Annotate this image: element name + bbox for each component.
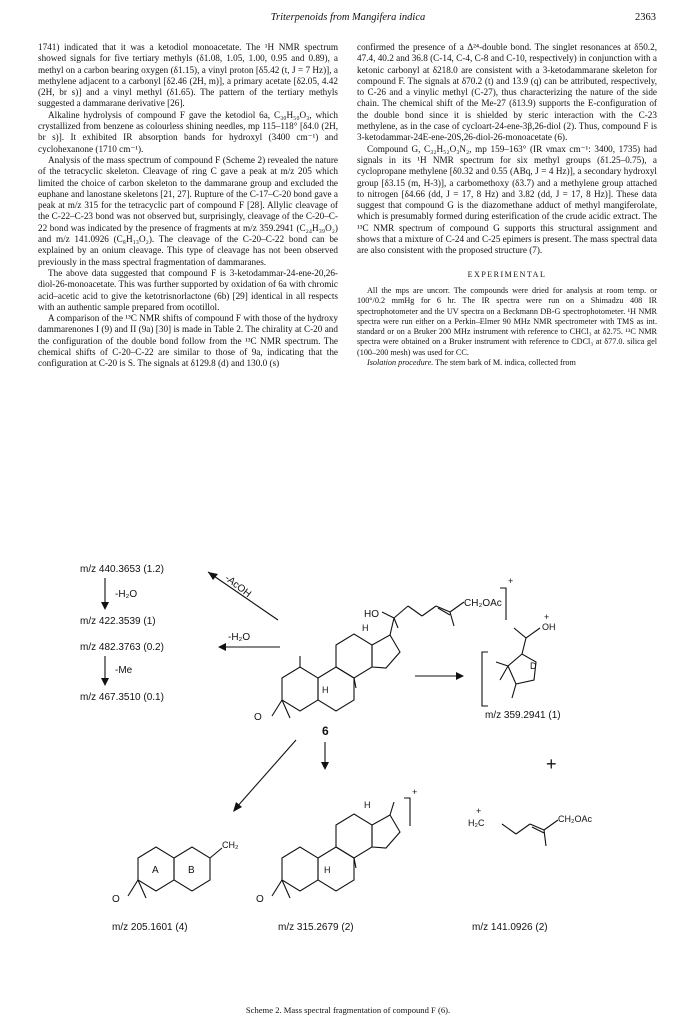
- arrowhead: [218, 643, 226, 651]
- oh-label: OH: [542, 622, 556, 632]
- isolation-paragraph: [357, 358, 657, 368]
- section-heading-experimental: EXPERIMENTAL: [467, 269, 547, 279]
- h2c-label: H₂C: [468, 818, 485, 828]
- running-title: Triterpenoids from Mangifera indica: [270, 12, 426, 23]
- ho-label: HO: [364, 609, 379, 620]
- isolation-label: Isolation procedure.: [367, 358, 434, 368]
- experimental-paragraph: All the mps are uncorr. The compounds were dried for analysis at room temp. or 100°/0.2 mmHg for 6 hr. The IR spectra were run on a Shimadzu 408 IR spectrophotometer and the UV spectra on a Beckmann DB-G spectrophotometer. ¹H NMR spectra were run either on a Perkin–Elmer 90 MHz NMR spectrometer with TMS as int. standard or on a Bruker 200 MHz instrument with reference to CHCl₃ at δ2.75. ¹³C NMR spectra were obtained on a Bruker instrument with reference to CDCl₃ at δ77.0. silica gel (100–200 mesh) was used for CC.: [357, 285, 657, 357]
- radical-cation-mark: +: [412, 787, 418, 797]
- fragment-label-467: m/z 467.3510 (0.1): [80, 692, 164, 703]
- h-label: H: [322, 685, 329, 695]
- fragment-label-315: m/z 315.2679 (2): [278, 922, 354, 933]
- scheme-caption: Scheme 2. Mass spectral fragmentation of compound F (6).: [245, 1005, 451, 1015]
- loss-label-me: -Me: [115, 665, 133, 676]
- radical-cation-mark: +: [508, 576, 514, 586]
- plus-sign: +: [546, 754, 557, 774]
- fragment-label-359: m/z 359.2941 (1): [485, 710, 561, 721]
- isolation-text: The stem bark of M. indica, collected from: [433, 358, 576, 368]
- paragraph: Analysis of the mass spectrum of compound F (Scheme 2) revealed the nature of the tetracyclic skeleton. Cleavage of ring C gave a peak at m/z 205 which limited the choice of carbon skeleton to the dammarane group and excluded the euphane and lanostane skeletons [21, 27]. Rupture of the C-17–C-20 bond gave a peak at m/z 315 for the tetracyclic part of compound F [28]. Allylic cleavage of the C-22–C-23 bond was not observed but, surprisingly, cleavage of the C-20–C-22 bond was indicated by the presence of fragments at m/z 359.2941 (C₂₄H₃₉O₂) and m/z 141.0926 (C₈H₁₃O₂). The cleavage of the C-20–C-22 bond can be explained by an onium cleavage. This type of cleavage has not been observed previously in the mass spectral fragmentation of dammaranes.: [38, 154, 338, 267]
- fragment-label-205: m/z 205.1601 (4): [112, 922, 188, 933]
- ring-d-label: D: [530, 661, 537, 671]
- paragraph: The above data suggested that compound F is 3-ketodammar-24-ene-20,26-diol-26-monoacetate. This was further supported by oxidation of 6a with chromic acid–acetic acid to give the ketotrisnorlactone (6b) [29] identical in all respects with an authentic sample prepared from ocotillol.: [38, 267, 338, 312]
- ring-b-label: B: [188, 865, 195, 876]
- ring-a-label: A: [152, 865, 159, 876]
- fragment-205-structure: [128, 847, 222, 898]
- arrow-line: [236, 740, 296, 808]
- fragmentation-scheme: [60, 558, 660, 998]
- fragment-315-structure: [272, 798, 410, 898]
- ketone-o-label: O: [254, 712, 262, 723]
- loss-label-acoh: -AcOH: [222, 572, 253, 601]
- ch2oac-label: CH₂OAc: [464, 598, 502, 609]
- ketone-o-label: O: [256, 894, 264, 905]
- fragment-label-422: m/z 422.3539 (1): [80, 616, 156, 627]
- fragment-label-482: m/z 482.3763 (0.2): [80, 642, 164, 653]
- loss-label-h2o: -H₂O: [115, 589, 138, 600]
- arrowhead: [101, 602, 109, 610]
- arrowhead: [321, 762, 329, 770]
- fragment-141-structure: [502, 820, 558, 846]
- paragraph: A comparison of the ¹³C NMR shifts of compound F with those of the hydroxy dammarenones I (9) and II (9a) [30] is made in Table 2. The chirality at C-20 and the configuration of the double bond follow from the ¹³C NMR spectrum. The chemical shifts of C-20–C-22 are similar to those of 9a, indicating that the configuration at C-20 is S. The signals at δ129.8 (d) and 130.0 (s): [38, 313, 338, 369]
- paragraph: Compound G, C₃₂H₅₂O₃N₂, mp 159–163° (IR νmax cm⁻¹: 3400, 1735) had signals in its ¹H NMR spectrum for six methyl groups (δ1.25–0.75), a cyclopropane methylene [δ0.32 and 0.55 (ABq, J = 4 Hz)], a secondary hydroxyl group [δ3.15 (m, H-3)], a carbomethoxy (δ3.7) and a methylene group attached to nitrogen [δ4.66 (dd, J = 17, 8 Hz) and 3.82 (dd, J = 17, 8 Hz)]. These data suggest that compound G is the diazomethane adduct of methyl mangiferolate, which is presumably formed during esterification of the crude acidic extract. The ¹³C NMR spectrum of compound G supports this structural assignment and shows that a mixture of C-24 and C-25 epimers is present. The mass spectral data are also consistent with the proposed structure (7).: [357, 143, 657, 256]
- ketone-o-label: O: [112, 894, 120, 905]
- fragment-label-141: m/z 141.0926 (2): [472, 922, 548, 933]
- ch2-label: CH₂: [222, 840, 239, 850]
- cation-mark: +: [544, 612, 550, 622]
- arrowhead: [101, 678, 109, 686]
- arrowhead: [208, 572, 218, 580]
- loss-label-h2o-2: -H₂O: [228, 632, 251, 643]
- radical-cation-mark: +: [476, 806, 482, 816]
- paragraph: Alkaline hydrolysis of compound F gave the ketodiol 6a, C₃₀H₅₀O₃, which crystallized from benzene as colourless shining needles, mp 115–118° [δ4.0 (2H, br s)]. It exhibited IR absorption bands for hydroxyl (3400 cm⁻¹) and cyclohexanone (1710 cm⁻¹).: [38, 109, 338, 154]
- left-column: [38, 42, 338, 370]
- paragraph: confirmed the presence of a Δ²⁴-double bond. The singlet resonances at δ50.2, 47.4, 40.2 and 36.8 (C-14, C-4, C-8 and C-10, respectively) in conjunction with a ketonic carbonyl at δ218.0 are consistent with a 3-ketodammarane skeleton for compound F. The signals at δ70.2 (t) and 13.9 (q) can be attributed, respectively, to C-26 and a vinylic methyl (C-27), thus characterizing the nature of the side chain. The chemical shift of the Me-27 (δ13.9) supports the E-configuration of the double bond since it is shielded by steric interaction with the C-23 methylene, as in the case of cycloart-24-ene-3β,26-diol (2). Thus, compound F is 3-ketodammar-24E-ene-20S,26-diol-26-monoacetate (6).: [357, 42, 657, 143]
- arrowhead: [456, 672, 464, 680]
- h-label: H: [364, 800, 371, 810]
- page-number: 2363: [635, 12, 656, 23]
- h-label: H: [324, 865, 331, 875]
- fragment-label-440: m/z 440.3653 (1.2): [80, 564, 164, 575]
- right-column: [357, 42, 657, 368]
- page-header: [0, 12, 696, 28]
- paragraph: 1741) indicated that it was a ketodiol monoacetate. The ¹H NMR spectrum showed signals for five tertiary methyls (δ1.08, 1.05, 1.00, 0.95 and 0.89), a methyl on a carbon bearing oxygen (δ1.15), a vinyl proton [δ5.42 (t, J = 7 Hz)], a methylene adjacent to a carbonyl [δ2.46 (2H, m)], a primary acetate [δ2.05, 4.42 (2H, br s)] and a vinyl methyl (δ1.65). The pattern of the tertiary methyls suggested a dammarane derivative [26].: [38, 42, 338, 109]
- scheme-diagram: [60, 558, 660, 998]
- h-label: H: [362, 623, 369, 633]
- ch2oac-label: CH₂OAc: [558, 814, 592, 824]
- compound-number: 6: [322, 724, 329, 738]
